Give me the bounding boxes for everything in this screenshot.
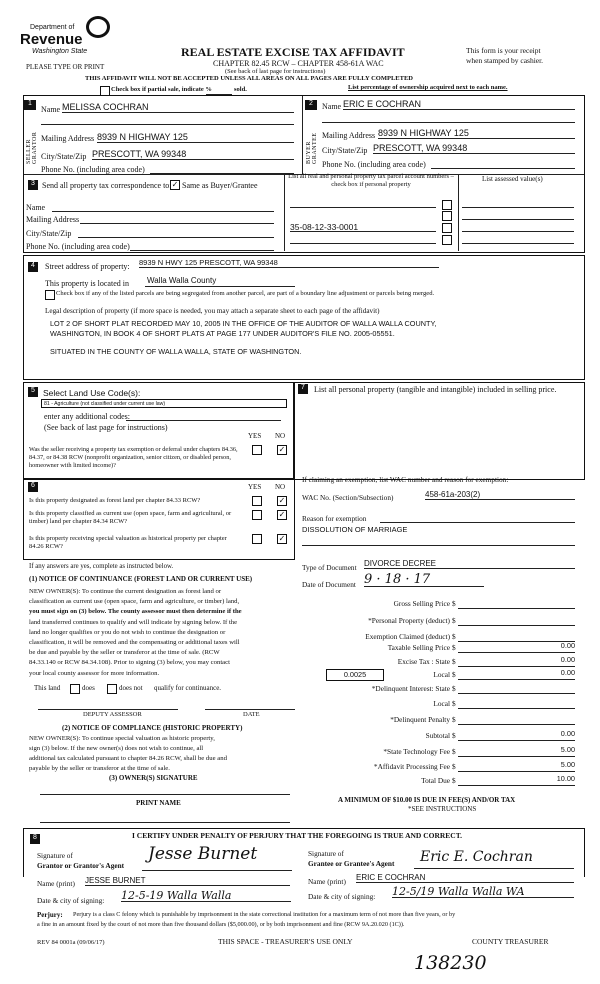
dollar-sign: $ <box>452 715 456 724</box>
tax-row <box>300 656 582 669</box>
owner-signature-label: (3) OWNER(S) SIGNATURE <box>109 774 198 782</box>
section-7-box <box>293 382 585 480</box>
parcel-1-personal-checkbox[interactable] <box>442 200 452 210</box>
tax-row <box>300 746 582 759</box>
tax-row-label: Total Due <box>421 776 450 785</box>
dor-logo <box>20 16 120 56</box>
sold-label: sold. <box>234 86 247 93</box>
form-title: REAL ESTATE EXCISE TAX AFFIDAVIT <box>181 45 405 59</box>
notice1-line: you must sign on (3) below. The county assessor must then determine if the <box>29 608 242 616</box>
current-use-question: Is this property classified as current use (open space, farm and agricultural, or timber) land per chapter 84.34 RCW? <box>29 510 232 525</box>
tax-row-label: Excise Tax : State <box>397 657 450 666</box>
reason-label: Reason for exemption <box>302 514 367 523</box>
exemption-yes-checkbox[interactable] <box>252 445 262 455</box>
forest-yes-checkbox[interactable] <box>252 496 262 506</box>
section-3-badge: 3 <box>28 180 38 190</box>
tax-row-label: Taxable Selling Price <box>387 643 450 652</box>
local-rate-box[interactable]: 0.0025 <box>326 669 384 681</box>
tax-row-value[interactable] <box>458 698 575 709</box>
grantee-name-label: Name (print) <box>308 877 346 886</box>
additional-codes-label: enter any additional codes: <box>44 412 130 421</box>
grantee-signature: Eric E. Cochran <box>420 849 533 865</box>
logo-mark-icon <box>86 16 110 38</box>
notice1-line: be due and payable by the seller or transferor at the time of sale. (RCW <box>29 649 220 657</box>
this-land-label: This land <box>34 684 61 692</box>
seller-side-label: SELLER GRANTOR <box>26 131 38 164</box>
section-6-badge: 6 <box>28 482 38 492</box>
exemption-question: Was the seller receiving a property tax exemption or deferral under chapters 84.36, 84.37, or 84.38 RCW (nonprofit organization, senior citizen, or disabled person, homeowner with limited income)? <box>29 446 238 469</box>
buyer-name-label: Name <box>322 102 342 111</box>
tax-row <box>300 714 582 727</box>
section-8-badge: 8 <box>30 834 40 844</box>
notice2-line: sign (3) below. If the new owner(s) does not wish to continue, all <box>29 745 204 752</box>
please-type: PLEASE TYPE OR PRINT <box>26 63 105 71</box>
tax-row <box>300 698 582 711</box>
grantor-sig-label-2: Grantor or Grantor's Agent <box>37 861 125 870</box>
buyer-name[interactable]: ERIC E COCHRAN <box>343 100 575 110</box>
buyer-city-label: City/State/Zip <box>322 146 368 155</box>
dollar-sign: $ <box>452 747 456 756</box>
dollar-sign: $ <box>452 699 456 708</box>
grantor-date-city[interactable]: 12-5-19 Walla Walla <box>121 890 291 902</box>
dollar-sign: $ <box>452 616 456 625</box>
notice2-line: NEW OWNER(S): To continue special valuation as historic property, <box>29 735 215 742</box>
tax-row <box>300 730 582 743</box>
tax-row <box>300 775 582 788</box>
dollar-sign: $ <box>452 762 456 771</box>
notice2-line: additional tax calculated pursuant to chapter 84.26 RCW, shall be due and <box>29 755 227 762</box>
legal-label: Legal description of property (if more space is needed, you may attach a separate sheet to each page of the affidavit) <box>45 307 380 315</box>
tax-row-value[interactable]: 0.00 <box>458 730 575 741</box>
parcel-2-personal-checkbox[interactable] <box>442 211 452 221</box>
tax-row-label: *Personal Property (deduct) <box>368 616 450 625</box>
seller-name[interactable]: MELISSA COCHRAN <box>62 103 294 113</box>
tax-row <box>300 615 582 628</box>
section-6-no: NO <box>275 483 286 491</box>
treasurer-space-label: THIS SPACE - TREASURER'S USE ONLY <box>218 937 353 946</box>
street-address[interactable]: 8939 N HWY 125 PRESCOTT, WA 99348 <box>139 259 439 268</box>
grantee-sig-label-1: Signature of <box>308 849 344 858</box>
tax-row <box>300 598 582 611</box>
dollar-sign: $ <box>452 684 456 693</box>
dept-small: Department of <box>30 24 75 31</box>
notice1-line: 84.33.140 or RCW 84.34.108). Prior to signing (3) below, you may contact <box>29 659 230 667</box>
current-use-yes-checkbox[interactable] <box>252 510 262 520</box>
seller-address[interactable]: 8939 N HIGHWAY 125 <box>97 133 294 143</box>
does-not-checkbox[interactable] <box>107 684 117 694</box>
list-pct-label: List percentage of ownership acquired next to each name. <box>348 84 508 91</box>
seller-phone-label: Phone No. (including area code) <box>41 165 145 174</box>
parcel-4-personal-checkbox[interactable] <box>442 235 452 245</box>
tax-row-value[interactable] <box>458 683 575 694</box>
tax-row <box>300 683 582 696</box>
wac-label: WAC No. (Section/Subsection) <box>302 493 394 502</box>
historic-no-checkbox[interactable]: ✓ <box>278 534 286 543</box>
buyer-city[interactable]: PRESCOTT, WA 99348 <box>373 144 575 154</box>
dollar-sign: $ <box>452 670 456 679</box>
tax-row-value[interactable] <box>458 714 575 725</box>
county-treasurer-label: COUNTY TREASURER <box>472 937 549 946</box>
county[interactable]: Walla Walla County <box>147 276 217 285</box>
tax-row-value[interactable]: 0.00 <box>458 656 575 667</box>
handwritten-number: 138230 <box>414 952 487 974</box>
forest-land-question: Is this property designated as forest land per chapter 84.33 RCW? <box>29 497 201 504</box>
land-use-select[interactable]: 81 - Agriculture (not classified under current use law) <box>41 399 287 408</box>
does-not-label: does not <box>119 684 143 692</box>
correspondence-label: Send all property tax correspondence to: <box>42 181 172 190</box>
forest-no-checkbox[interactable]: ✓ <box>278 496 286 505</box>
notice2-body <box>29 734 299 774</box>
certify-statement: I CERTIFY UNDER PENALTY OF PERJURY THAT THE FOREGOING IS TRUE AND CORRECT. <box>132 831 463 840</box>
exemption-no-checkbox[interactable]: ✓ <box>278 445 286 454</box>
notice2-title: (2) NOTICE OF COMPLIANCE (HISTORIC PROPERTY) <box>62 724 243 732</box>
notice2-line: payable by the seller or transferor at the time of sale. <box>29 765 170 772</box>
perjury-line-1: Perjury is a class C felony which is punishable by imprisonment in the state correctional institution for a maximum term of not more than five years, or by <box>73 911 456 918</box>
not-accepted-notice: THIS AFFIDAVIT WILL NOT BE ACCEPTED UNLESS ALL AREAS ON ALL PAGES ARE FULLY COMPLETED <box>85 75 413 82</box>
dollar-sign: $ <box>452 731 456 740</box>
form-number: REV 84 0001a (09/06/17) <box>37 939 105 946</box>
section-7-badge: 7 <box>298 384 308 394</box>
section-4-badge: 4 <box>28 262 38 272</box>
grantor-date-label: Date & city of signing: <box>37 896 105 905</box>
tax-row-value[interactable]: 0.00 <box>458 642 575 653</box>
partial-sale-label: Check box if partial sale, indicate % <box>111 86 212 93</box>
doc-date[interactable]: 9 · 18 · 17 <box>364 573 484 587</box>
notice1-line: land no longer qualifies or you do not wish to continue the designation or <box>29 628 226 636</box>
tax-row-label: Local <box>433 699 450 708</box>
land-use-see-back: (See back of last page for instructions) <box>44 423 168 432</box>
tax-row <box>300 669 582 682</box>
parcel-1[interactable]: 35-08-12-33-0001 <box>290 222 359 232</box>
corr-address-label: Mailing Address <box>26 215 80 224</box>
buyer-side-label: BUYER GRANTEE <box>306 132 318 164</box>
grantee-name[interactable]: ERIC E COCHRAN <box>356 874 574 883</box>
section-1-badge: 1 <box>24 100 36 110</box>
dollar-sign: $ <box>452 632 456 641</box>
parcel-3-personal-checkbox[interactable] <box>442 223 452 233</box>
dollar-sign: $ <box>452 599 456 608</box>
section-4-box <box>23 255 585 380</box>
section-5-badge: 5 <box>28 387 38 397</box>
deputy-assessor-label: DEPUTY ASSESSOR <box>83 711 142 718</box>
land-use-no: NO <box>275 432 286 440</box>
notice1-title: (1) NOTICE OF CONTINUANCE (FOREST LAND OR CURRENT USE) <box>29 575 253 583</box>
tax-row-label: *Delinquent Interest: State <box>371 684 450 693</box>
receipt-line-2: when stamped by cashier. <box>466 56 544 65</box>
legal-line-3: SITUATED IN THE COUNTY OF WALLA WALLA, STATE OF WASHINGTON. <box>50 347 302 356</box>
tax-row-value[interactable]: 0.00 <box>458 669 575 680</box>
tax-row <box>300 642 582 655</box>
exemption-reason[interactable]: DISSOLUTION OF MARRIAGE <box>302 525 408 534</box>
tax-row-value[interactable] <box>458 631 575 642</box>
legal-line-1: LOT 2 OF SHORT PLAT RECORDED MAY 10, 2005 IN THE OFFICE OF THE AUDITOR OF WALLA WALLA COUNTY, <box>50 319 437 328</box>
tax-row-value[interactable]: 5.00 <box>458 761 575 772</box>
grantee-date-label: Date & city of signing: <box>308 892 376 901</box>
does-checkbox[interactable] <box>70 684 80 694</box>
dept-big: Revenue <box>20 31 83 48</box>
assessed-header: List assessed value(s) <box>482 175 543 183</box>
current-use-no-checkbox[interactable]: ✓ <box>278 510 286 519</box>
doc-type[interactable]: DIVORCE DECREE <box>364 560 575 569</box>
tax-row-label: Gross Selling Price <box>393 599 450 608</box>
corr-name-label: Name <box>26 203 46 212</box>
tax-row-value[interactable] <box>458 598 575 609</box>
buyer-phone-label: Phone No. (including area code) <box>322 160 426 169</box>
grantor-signature: Jesse Burnet <box>148 844 258 864</box>
perjury-title: Perjury: <box>37 911 63 919</box>
seller-name-label: Name <box>41 105 61 114</box>
corr-city-label: City/State/Zip <box>26 229 72 238</box>
receipt-line-1: This form is your receipt <box>466 46 541 55</box>
seller-city[interactable]: PRESCOTT, WA 99348 <box>92 150 294 160</box>
grantee-date-city[interactable]: 12-5/19 Walla Walla WA <box>392 886 574 898</box>
form-chapters: CHAPTER 82.45 RCW – CHAPTER 458-61A WAC <box>213 59 384 68</box>
seller-city-label: City/State/Zip <box>41 152 87 161</box>
tax-row-label: *State Technology Fee <box>383 747 450 756</box>
notice1-line: land transferred continues to qualify and will indicate by signing below. If the <box>29 618 238 626</box>
corr-phone-label: Phone No. (including area code) <box>26 242 130 251</box>
section-2-badge: 2 <box>305 100 317 110</box>
tax-row-label: *Delinquent Penalty <box>390 715 450 724</box>
doc-type-label: Type of Document <box>302 563 357 572</box>
dollar-sign: $ <box>452 776 456 785</box>
perjury-line-2: a fine in an amount fixed by the court of not more than five thousand dollars ($5,000.00), or by both imprisonment and fine (RCW 9A.20.020 (1C)). <box>37 921 405 928</box>
doc-date-label: Date of Document <box>302 580 356 589</box>
minimum-due-note: A MINIMUM OF $10.00 IS DUE IN FEE(S) AND/OR TAX <box>338 796 516 804</box>
historic-question: Is this property receiving special valuation as historical property per chapter 84.26 RCW? <box>29 535 227 550</box>
notice1-body <box>29 587 299 679</box>
tax-row-label: *Affidavit Processing Fee <box>373 762 450 771</box>
dollar-sign: $ <box>452 657 456 666</box>
personal-property-label: List all personal property (tangible and intangible) included in selling price. <box>314 385 557 394</box>
if-yes-note: If any answers are yes, complete as instructed below. <box>29 563 174 570</box>
tax-row-value[interactable]: 5.00 <box>458 746 575 757</box>
parcel-header: List all real and personal property tax parcel account numbers – check box if personal property <box>288 173 454 188</box>
see-back-header: (See back of last page for instructions) <box>225 68 326 75</box>
tax-row-value[interactable] <box>458 615 575 626</box>
tax-row-value[interactable]: 10.00 <box>458 775 575 786</box>
street-label: Street address of property: <box>45 262 130 271</box>
historic-yes-checkbox[interactable] <box>252 534 262 544</box>
grantor-name[interactable]: JESSE BURNET <box>85 877 290 886</box>
claiming-label: If claiming an exemption, list WAC number and reason for exemption: <box>302 475 509 484</box>
tax-row-label: Subtotal <box>425 731 450 740</box>
seller-address-label: Mailing Address <box>41 134 95 143</box>
tax-row-label: Exemption Claimed (deduct) <box>365 632 450 641</box>
wac-number[interactable]: 458-61a-203(2) <box>425 491 575 500</box>
notice1-line: your local county assessor for more information. <box>29 669 160 677</box>
segregated-label: Check box if any of the listed parcels are being segregated from another parcel, are part of a boundary line adjustment or parcels being merged. <box>56 290 435 297</box>
dollar-sign: $ <box>452 643 456 652</box>
notice1-line: classification as current use (open space, farm and agriculture, or timber) land, <box>29 598 240 606</box>
located-label: This property is located in <box>45 279 129 288</box>
deputy-date-label: DATE <box>243 711 260 718</box>
same-as-buyer-checkbox[interactable]: ✓ <box>171 180 179 189</box>
grantor-sig-label-1: Signature of <box>37 851 73 860</box>
same-as-buyer-label: Same as Buyer/Grantee <box>182 181 258 190</box>
segregated-checkbox[interactable] <box>45 290 55 300</box>
dept-state: Washington State <box>32 48 88 55</box>
grantee-sig-label-2: Grantee or Grantee's Agent <box>308 859 395 868</box>
qualify-label: qualify for continuance. <box>154 684 222 692</box>
tax-row-label: Local <box>433 670 450 679</box>
grantor-name-label: Name (print) <box>37 879 75 888</box>
tax-row <box>300 761 582 774</box>
notice1-line: classification, it will be removed and the compensating or additional taxes will <box>29 639 240 647</box>
land-use-yes: YES <box>248 432 262 440</box>
land-use-label: Select Land Use Code(s): <box>43 388 141 398</box>
section-6-yes: YES <box>248 483 262 491</box>
legal-line-2: WASHINGTON, IN BOOK 4 OF SHORT PLATS AT PAGE 177 UNDER AUDITOR'S FILE NO. 2005-05551. <box>50 329 395 338</box>
buyer-address-label: Mailing Address <box>322 131 376 140</box>
does-label: does <box>82 684 95 692</box>
notice1-line: NEW OWNER(S): To continue the current designation as forest land or <box>29 588 222 595</box>
see-instructions-note: *SEE INSTRUCTIONS <box>408 805 477 813</box>
print-name-label: PRINT NAME <box>136 799 181 807</box>
buyer-address[interactable]: 8939 N HIGHWAY 125 <box>378 129 575 139</box>
